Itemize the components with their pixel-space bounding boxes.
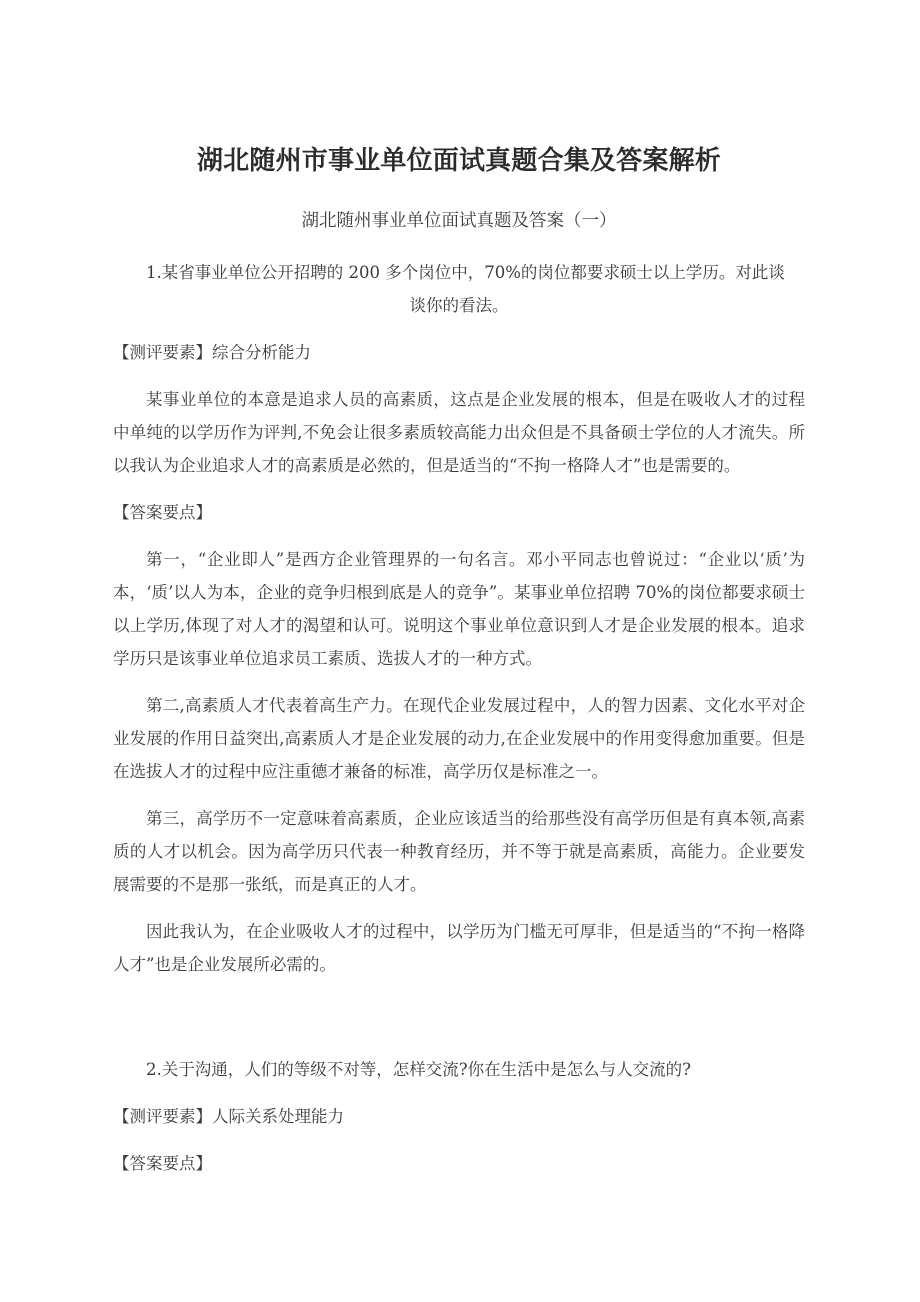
- spacer: [113, 1133, 805, 1147]
- opening-paragraph-1: 某事业单位的本意是追求人员的高素质，这点是企业发展的根本，但是在吸收人才的过程中单纯的以学历作为评判,不免会让很多素质较高能力出众但是不具备硕士学位的人才流失。所以我认为企业追求人才的高素质是必然的，但是适当的“不拘一格降人才”也是需要的。: [113, 390, 805, 475]
- question-1-text-line-1: 1.某省事业单位公开招聘的 200 多个岗位中，70%的岗位都要求硕士以上学历。对此谈: [146, 263, 785, 282]
- answer-points-label-1: 【答案要点】: [113, 503, 212, 522]
- spacer: [113, 675, 805, 689]
- spacer: [113, 322, 805, 336]
- question-section-1: [113, 256, 805, 981]
- answer-point-conclusion: 因此我认为，在企业吸收人才的过程中，以学历为门槛无可厚非，但是适当的“不拘一格降人才”也是企业发展所必需的。: [113, 922, 805, 974]
- section-spacer: [113, 981, 805, 1053]
- spacer: [113, 529, 805, 543]
- answer-points-label-2: 【答案要点】: [113, 1154, 212, 1173]
- answer-point-third: 第三，高学历不一定意味着高素质，企业应该适当的给那些没有高学历但是有真本领,高素质的人才以机会。因为高学历只代表一种教育经历，并不等于就是高素质，高能力。企业要发展需要的不是那一张纸，而是真正的人才。: [113, 809, 805, 894]
- spacer: [113, 901, 805, 915]
- spacer: [113, 369, 805, 383]
- question-1-text-line-2: 谈你的看法。: [409, 296, 509, 315]
- answer-point-first: 第一，“企业即人”是西方企业管理界的一句名言。邓小平同志也曾说过：“企业以‘质’为本，‘质’以人为本，企业的竞争归根到底是人的竞争”。某事业单位招聘 70%的岗位都要求硕士以上学历,体现了对人才的渴望和认可。说明这个事业单位意识到人才是企业发展的根本。追求学历只是该事业单位追求员工素质、选拔人才的一种方式。: [113, 550, 805, 668]
- question-section-2: [113, 1053, 805, 1180]
- page-title: 湖北随州市事业单位面试真题合集及答案解析: [196, 146, 721, 176]
- assessment-element-label-2: 【测评要素】人际关系处理能力: [113, 1107, 344, 1126]
- document-subtitle: 湖北随州事业单位面试真题及答案（一）: [301, 211, 617, 231]
- assessment-element-label-1: 【测评要素】综合分析能力: [113, 343, 311, 362]
- document-content: [113, 0, 805, 1180]
- spacer: [113, 788, 805, 802]
- spacer: [113, 236, 805, 256]
- spacer: [113, 482, 805, 496]
- spacer: [113, 1086, 805, 1100]
- question-2-text: 2.关于沟通，人们的等级不对等，怎样交流?你在生活中是怎么与人交流的?: [146, 1060, 691, 1079]
- answer-point-second: 第二,高素质人才代表着高生产力。在现代企业发展过程中，人的智力因素、文化水平对企业发展的作用日益突出,高素质人才是企业发展的动力,在企业发展中的作用变得愈加重要。但是在选拔人才的过程中应注重德才兼备的标准，高学历仅是标准之一。: [113, 696, 805, 781]
